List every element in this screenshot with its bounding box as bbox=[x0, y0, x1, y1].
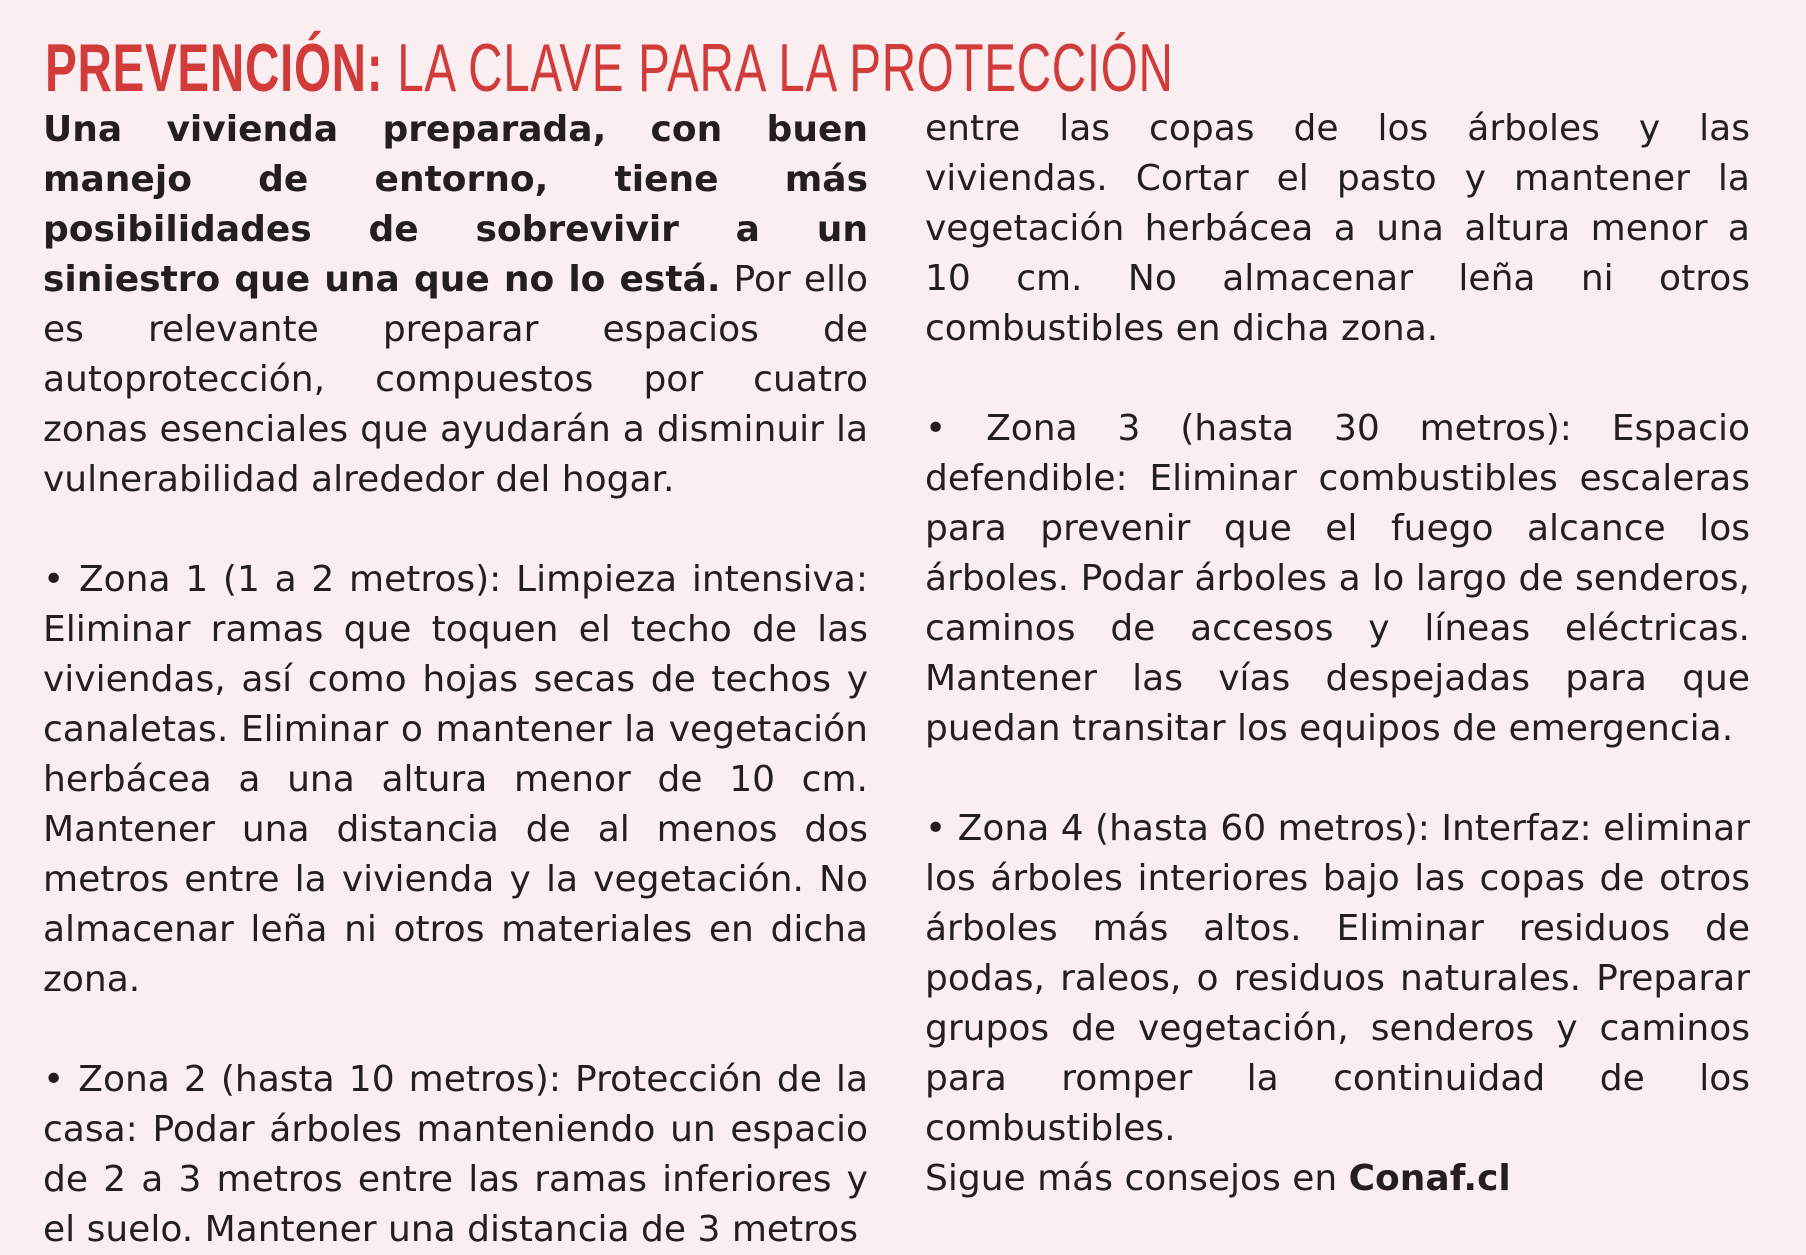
zona-1-paragraph: • Zona 1 (1 a 2 metros): Limpieza intensiva: Eliminar ramas que toquen el techo de las viviendas, así como hojas secas de techos y canaletas. Eliminar o mantener la vegetación herbácea a una altura menor de 10 cm. Mantener una distancia de al menos dos metros entre la vivienda y la vegetación. No almacenar leña ni otros materiales en dicha zona. bbox=[43, 559, 868, 1000]
footer-prefix: Sigue más consejos en bbox=[925, 1158, 1338, 1199]
zona-2-paragraph-start: • Zona 2 (hasta 10 metros): Protección de la casa: Podar árboles manteniendo un espacio de 2 a 3 metros entre las ramas inferiores y el suelo. Mantener una distancia de 3 metros bbox=[43, 1059, 868, 1250]
right-column bbox=[925, 104, 1750, 1204]
intro-bold: Una vivienda preparada, con buen manejo de entorno, tiene más posibilidades de sobrevivir a un siniestro que una que no lo está. bbox=[43, 109, 868, 300]
zona-2-paragraph-end: entre las copas de los árboles y las viviendas. Cortar el pasto y mantener la vegetación herbácea a una altura menor a 10 cm. No almacenar leña ni otros combustibles en dicha zona. bbox=[925, 108, 1750, 349]
title-rest: LA CLAVE PARA LA PROTECCIÓN bbox=[397, 30, 1174, 106]
zona-3-paragraph: • Zona 3 (hasta 30 metros): Espacio defendible: Eliminar combustibles escaleras para prevenir que el fuego alcance los árboles. Podar árboles a lo largo de senderos, caminos de accesos y líneas eléctricas. Mantener las vías despejadas para que puedan transitar los equipos de emergencia. bbox=[925, 408, 1750, 749]
intro-rest: Por ello es relevante preparar espacios de autoprotección, compuestos por cuatro zonas esenciales que ayudarán a disminuir la vulnerabilidad alrededor del hogar. bbox=[43, 259, 868, 500]
conaf-link[interactable]: Conaf.cl bbox=[1348, 1158, 1511, 1199]
intro-paragraph bbox=[43, 105, 868, 505]
footer-line bbox=[925, 1154, 1750, 1204]
left-column bbox=[43, 105, 868, 1255]
page-title bbox=[45, 28, 1174, 108]
title-strong: PREVENCIÓN: bbox=[45, 30, 384, 106]
zona-4-paragraph: • Zona 4 (hasta 60 metros): Interfaz: eliminar los árboles interiores bajo las copas de otros árboles más altos. Eliminar residuos de podas, raleos, o residuos naturales. Preparar grupos de vegetación, senderos y caminos para romper la continuidad de los combustibles. bbox=[925, 808, 1750, 1149]
